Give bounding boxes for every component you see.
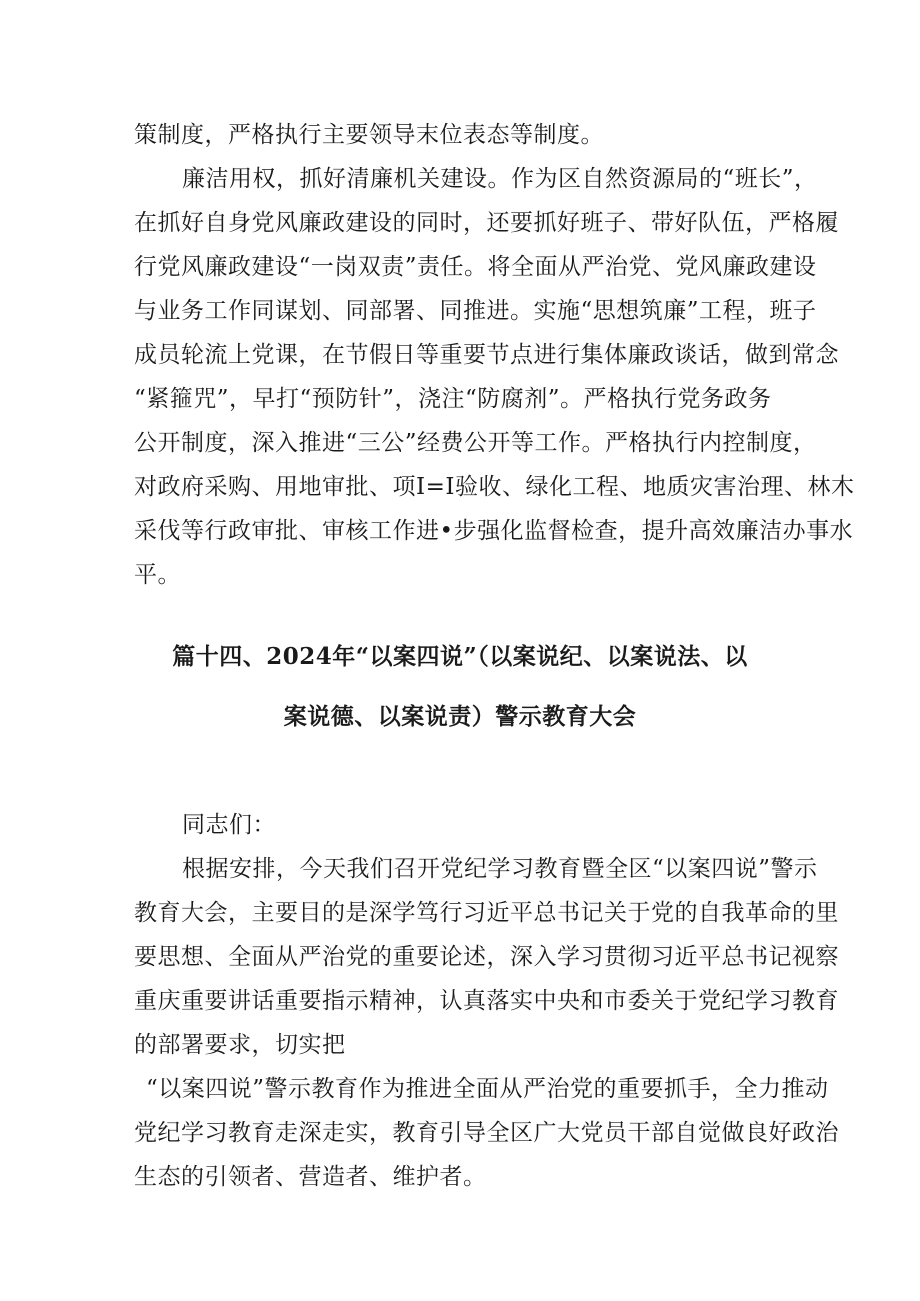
- salutation: 同志们：: [182, 812, 276, 838]
- text-line: 公开制度，深入推进“三公”经费公开等工作。严格执行内控制度，: [134, 430, 817, 456]
- text-line: 教育大会，主要目的是深学笃行习近平总书记关于党的自我革命的里: [134, 900, 839, 926]
- text-line: 重庆重要讲话重要指示精神，认真落实中央和市委关于党纪学习教育: [134, 988, 839, 1014]
- text-line: 廉洁用权，抓好清廉机关建设。作为区自然资源局的“班长”，: [182, 166, 818, 192]
- text-line: 行党风廉政建设“一岗双责”责任。将全面从严治党、党风廉政建设: [134, 254, 817, 280]
- text-line: 的部署要求，切实把: [134, 1032, 346, 1058]
- heading-line: 篇十四、2024年“以案四说”（以案说纪、以案说法、以: [172, 643, 748, 670]
- text-line: 要思想、全面从严治党的重要论述，深入学习贯彻习近平总书记视察: [134, 944, 839, 970]
- heading-line: 案说德、以案说责）警示教育大会: [283, 703, 637, 730]
- text-line: “以案四说”警示教育作为推进全面从严治党的重要抓手，全力推动: [146, 1076, 829, 1102]
- text-line: 根据安排，今天我们召开党纪学习教育暨全区“以案四说”警示: [182, 856, 818, 882]
- text-line: 平。: [134, 562, 181, 588]
- text-line: 策制度，严格执行主要领导末位表态等制度。: [134, 122, 604, 148]
- text-line: 采伐等行政审批、审核工作进•步强化监督检查，提升高效廉洁办事水: [134, 518, 854, 544]
- text-line: 党纪学习教育走深走实，教育引导全区广大党员干部自觉做良好政治: [134, 1120, 839, 1146]
- text-line: “紧箍咒”，早打“预防针”，浇注“防腐剂”。严格执行党务政务: [134, 386, 772, 412]
- text-line: 成员轮流上党课，在节假日等重要节点进行集体廉政谈话，做到常念: [134, 342, 839, 368]
- text-line: 与业务工作同谋划、同部署、同推进。实施“思想筑廉”工程，班子: [134, 298, 817, 324]
- text-line: 生态的引领者、营造者、维护者。: [134, 1164, 487, 1190]
- text-line: 在抓好自身党风廉政建设的同时，还要抓好班子、带好队伍，严格履: [134, 210, 839, 236]
- text-line: 对政府采购、用地审批、项I=I验收、绿化工程、地质灾害治理、林木: [134, 474, 855, 500]
